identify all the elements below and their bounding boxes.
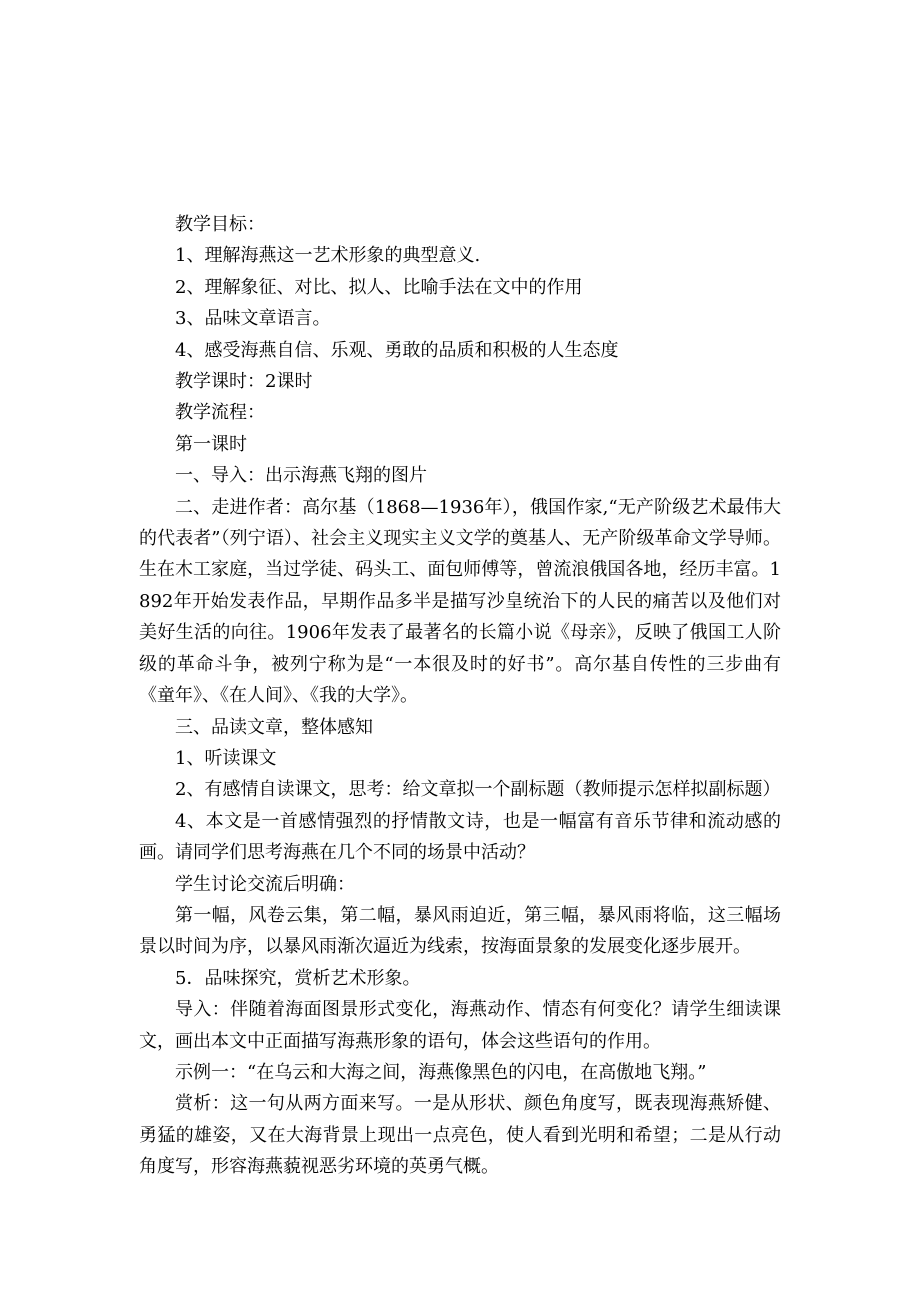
example-one: 示例一：“在乌云和大海之间，海燕像黑色的闪电，在高傲地飞翔。”	[175, 1061, 707, 1083]
guidance-paragraph: 导入：伴随着海面图景形式变化，海燕动作、情态有何变化？请学生细读课文，画出本文中正面描写海燕形象的语句，体会这些语句的作用。	[139, 999, 781, 1052]
reading-item-5: 5．品味探究，赏析艺术形象。	[175, 967, 421, 989]
teaching-hours: 教学课时：2课时	[175, 371, 313, 393]
step-author-introduction: 二、走进作者：高尔基（1868—1936年），俄国作家,“无产阶级艺术最伟大的代表者”（列宁语）、社会主义现实主义文学的奠基人、无产阶级革命文学导师。生在木工家庭，当过学徒、码头工、面包师傅等，曾流浪俄国各地，经历丰富。1892年开始发表作品，早期作品多半是描写沙皇统治下的人民的痛苦以及他们对美好生活的向往。1906年发表了最著名的长篇小说《母亲》，反映了俄国工人阶级的革命斗争，被列宁称为是“一本很及时的好书”。高尔基自传性的三步曲有《童年》、《在人间》、《我的大学》。	[139, 496, 781, 707]
reading-item-1: 1、听读课文	[175, 747, 277, 769]
reading-item-2: 2、有感情自读课文，思考：给文章拟一个副标题（教师提示怎样拟副标题）	[175, 779, 781, 801]
appreciation-paragraph: 赏析：这一句从两方面来写。一是从形状、颜色角度写，既表现海燕矫健、勇猛的雄姿，又在大海背景上现出一点亮色，使人看到光明和希望；二是从行动角度写，形容海燕藐视恶劣环境的英勇气概。	[139, 1093, 781, 1178]
reading-item-4: 4、本文是一首感情强烈的抒情散文诗，也是一幅富有音乐节律和流动感的画。请同学们思考海燕在几个不同的场景中活动？	[139, 810, 781, 864]
goal-item-1: 1、理解海燕这一艺术形象的典型意义.	[175, 245, 481, 267]
step-reading-overview: 三、品读文章，整体感知	[175, 716, 373, 738]
step-introduction: 一、导入：出示海燕飞翔的图片	[175, 465, 427, 487]
goal-item-3: 3、品味文章语言。	[175, 308, 331, 330]
lesson-heading: 第一课时	[175, 433, 247, 455]
section-heading-teaching-process: 教学流程：	[175, 402, 265, 424]
document-body	[139, 209, 781, 1183]
section-heading-teaching-goals: 教学目标：	[175, 214, 265, 235]
discussion-conclusion-text: 第一幅，风卷云集，第二幅，暴风雨迫近，第三幅，暴风雨将临，这三幅场景以时间为序，以暴风雨渐次逼近为线索，按海面景象的发展变化逐步展开。	[139, 904, 781, 958]
goal-item-2: 2、理解象征、对比、拟人、比喻手法在文中的作用	[175, 276, 583, 298]
discussion-conclusion-label: 学生讨论交流后明确：	[175, 873, 355, 895]
goal-item-4: 4、感受海燕自信、乐观、勇敢的品质和积极的人生态度	[175, 339, 619, 361]
